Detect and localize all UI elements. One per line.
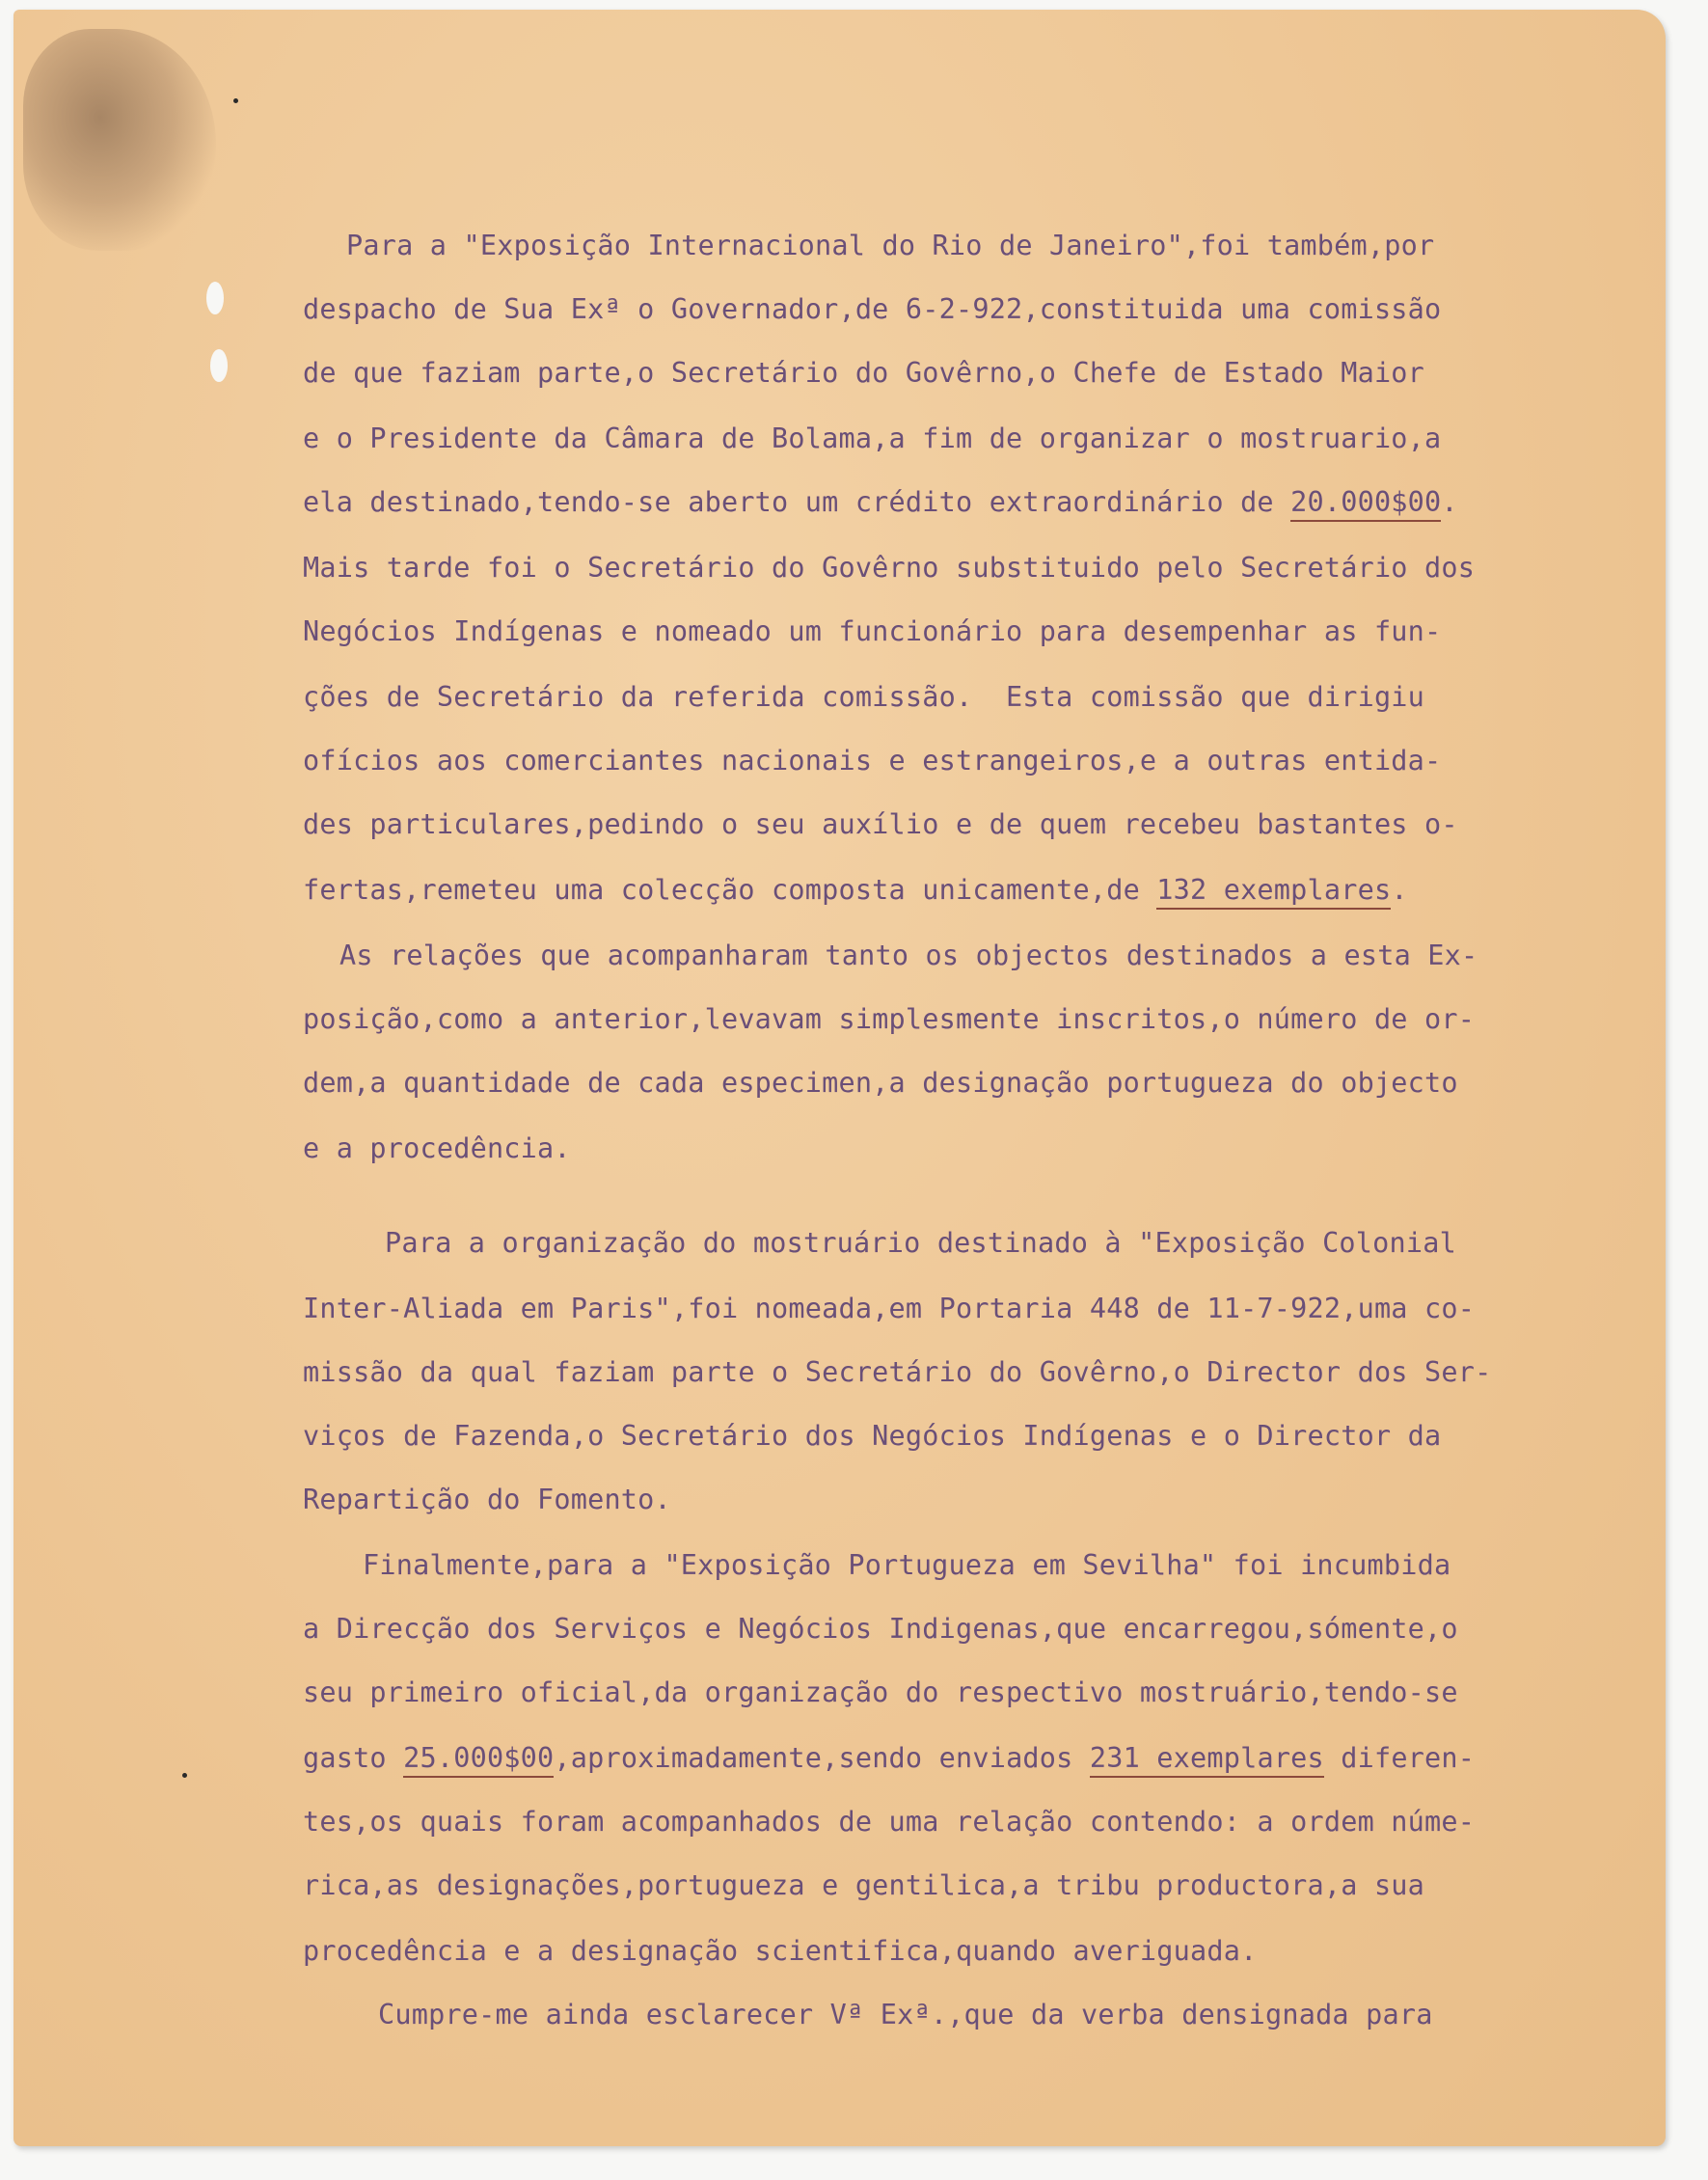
text-line: Repartição do Fomento. — [303, 1484, 671, 1515]
exemplar-count: 231 exemplares — [1090, 1742, 1324, 1778]
text-line: a Direcção dos Serviços e Negócios Indigenas,que encarregou,sómente,o — [303, 1613, 1458, 1645]
text-line: tes,os quais foram acompanhados de uma relação contendo: a ordem núme- — [303, 1806, 1476, 1838]
text-line: Para a "Exposição Internacional do Rio de Janeiro",foi também,por — [346, 230, 1435, 261]
text-line: Para a organização do mostruário destinado à "Exposição Colonial — [385, 1227, 1456, 1259]
expense-amount: 25.000$00 — [403, 1742, 554, 1778]
text-line: despacho de Sua Exª o Governador,de 6-2-922,constituida uma comissão — [303, 293, 1442, 325]
text-line: rica,as designações,portugueza e gentilica,a tribu productora,a sua — [303, 1869, 1425, 1901]
punch-hole — [210, 349, 228, 382]
text-line: procedência e a designação scientifica,quando averiguada. — [303, 1935, 1258, 1967]
text-line: ofícios aos comerciantes nacionais e estrangeiros,e a outras entida- — [303, 745, 1442, 777]
text-segment: ela destinado,tendo-se aberto um crédito extraordinário de — [303, 486, 1291, 518]
credit-amount: 20.000$00 — [1290, 486, 1441, 522]
text-line: e a procedência. — [303, 1132, 571, 1164]
exemplar-count: 132 exemplares — [1156, 874, 1391, 910]
text-line: As relações que acompanharam tanto os objectos destinados a esta Ex- — [339, 940, 1478, 971]
text-line — [303, 483, 1458, 522]
ink-speck — [182, 1773, 187, 1778]
text-line: des particulares,pedindo o seu auxílio e de quem recebeu bastantes o- — [303, 808, 1458, 840]
text-line: Inter-Aliada em Paris",foi nomeada,em Portaria 448 de 11-7-922,uma co- — [303, 1293, 1476, 1324]
text-line: viços de Fazenda,o Secretário dos Negócios Indígenas e o Director da — [303, 1420, 1442, 1452]
text-segment: . — [1441, 486, 1458, 518]
text-line: dem,a quantidade de cada especimen,a designação portugueza do objecto — [303, 1067, 1458, 1099]
document-page — [14, 10, 1666, 2146]
punch-hole — [206, 282, 224, 314]
text-segment: . — [1391, 874, 1408, 906]
text-line: e o Presidente da Câmara de Bolama,a fim de organizar o mostruario,a — [303, 422, 1442, 454]
text-line: Cumpre-me ainda esclarecer Vª Exª.,que da verba densignada para — [378, 1999, 1433, 2030]
text-line — [303, 871, 1408, 910]
text-line — [303, 1739, 1475, 1778]
text-line: de que faziam parte,o Secretário do Govêrno,o Chefe de Estado Maior — [303, 357, 1425, 389]
text-line: Mais tarde foi o Secretário do Govêrno substituido pelo Secretário dos — [303, 552, 1476, 584]
text-segment: fertas,remeteu uma colecção composta unicamente,de — [303, 874, 1157, 906]
text-line: posição,como a anterior,levavam simplesmente inscritos,o número de or- — [303, 1003, 1476, 1035]
text-line: seu primeiro oficial,da organização do respectivo mostruário,tendo-se — [303, 1676, 1458, 1708]
text-line: ções de Secretário da referida comissão. Esta comissão que dirigiu — [303, 681, 1425, 713]
text-line: missão da qual faziam parte o Secretário do Govêrno,o Director dos Ser- — [303, 1356, 1492, 1388]
text-segment: diferen- — [1323, 1742, 1476, 1774]
ink-speck — [233, 98, 238, 103]
text-line: Negócios Indígenas e nomeado um funcionário para desempenhar as fun- — [303, 615, 1442, 647]
paper-stain — [23, 29, 216, 251]
text-segment: gasto — [303, 1742, 404, 1774]
text-segment: ,aproximadamente,sendo enviados — [554, 1742, 1090, 1774]
text-line: Finalmente,para a "Exposição Portugueza em Sevilha" foi incumbida — [363, 1549, 1451, 1581]
